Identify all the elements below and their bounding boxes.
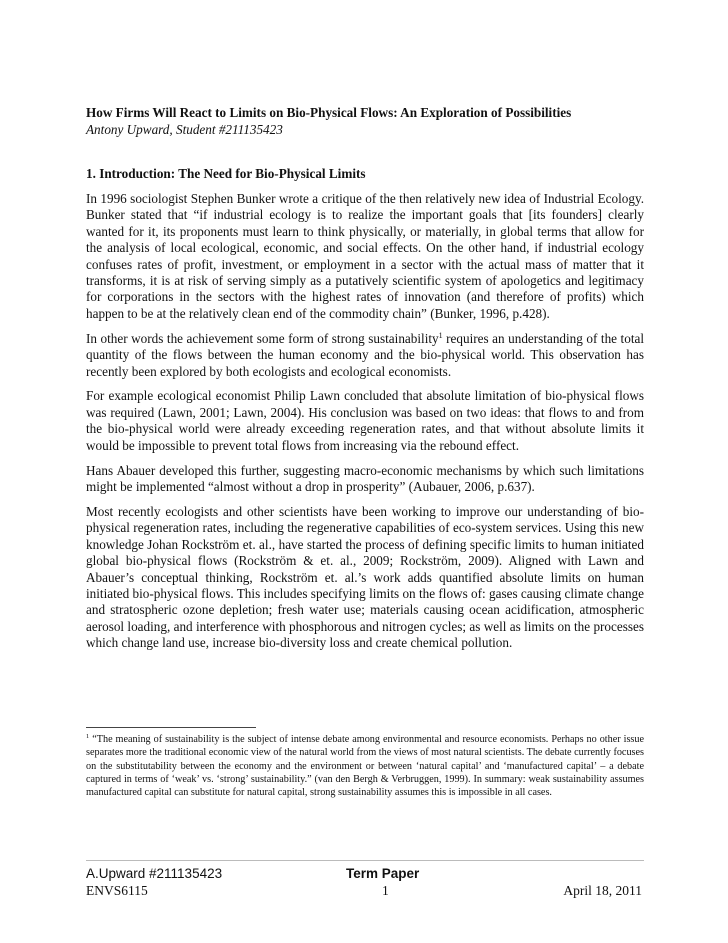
paragraph-2-text: In other words the achievement some form of strong sustainability — [86, 330, 439, 346]
footnote-text: “The meaning of sustainability is the subject of intense debate among environmental and resource economists. Perhaps no other issue separates more the traditional economic view of the natural world from the views of most natural scientists. The debate currently focuses on the substitutability between the economy and the environment or between ‘natural capital’ and ‘manufactured capital’ – a debate captured in terms of ‘weak’ vs. ‘strong’ sustainability.” (van den Bergh & Verbruggen, 1999). In summary: weak sustainability assumes manufactured capital can substitute for natural capital, strong sustainability assumes this is impossible in all cases. — [86, 734, 644, 799]
paper-title: How Firms Will React to Limits on Bio-Physical Flows: An Exploration of Possibilities — [86, 105, 572, 120]
footer-divider — [86, 860, 644, 861]
paragraph-2-text-cont: requires an understanding of the total quantity of the flows between the human economy and the bio-physical world. This observation has recently been explored by both ecologists and ecological economists. — [86, 330, 644, 379]
footnote — [86, 733, 644, 799]
paper-author: Antony Upward, Student #211135423 — [86, 122, 283, 137]
body-text — [86, 191, 644, 660]
paragraph-1: In 1996 sociologist Stephen Bunker wrote a critique of the then relatively new idea of Industrial Ecology. Bunker stated that “if industrial ecology is to realize the important goals that [its founders] clearly wanted for it, its proponents must learn to think physically, or materially, in global terms that allow for the analysis of local ecological, economic, and social effects. On the other hand, if industrial ecology confuses rates of profit, investment, or employment in a sector with the actual mass of matter that it transforms, it is at risk of serving simply as a putatively scientific system of apologetics and legitimacy for corporations in the sectors with the highest rates of innovation (and therefore of profits) which happen to be at the relatively clean end of the commodity chain” (Bunker, 1996, p.428). — [86, 191, 644, 321]
paragraph-3: For example ecological economist Philip Lawn concluded that absolute limitation of bio-physical flows was required (Lawn, 2001; Lawn, 2004). His conclusion was based on two ideas: that flows to and from the bio-physical world were already exceeding regeneration rates, and that without absolute limits it would be impossible to prevent total flows from increasing via the rebound effect. — [86, 388, 644, 453]
title-block — [86, 104, 646, 138]
footer-doc-type: Term Paper — [346, 866, 420, 881]
footer-page-number: 1 — [382, 883, 389, 898]
footer-author-id: A.Upward #211135423 — [86, 866, 223, 881]
footnote-reference[interactable]: 1 — [438, 330, 443, 340]
footer-course: ENVS6115 — [86, 883, 148, 898]
section-heading: 1. Introduction: The Need for Bio-Physical Limits — [86, 166, 366, 181]
footnote-separator — [86, 727, 256, 728]
footer-row-1 — [86, 866, 644, 884]
paragraph-4: Hans Abauer developed this further, suggesting macro-economic mechanisms by which such limitations might be implemented “almost without a drop in prosperity” (Aubauer, 2006, p.637). — [86, 462, 644, 494]
paragraph-5: Most recently ecologists and other scientists have been working to improve our understanding of bio-physical regeneration rates, including the regenerative capabilities of eco-system services. Using this new knowledge Johan Rockström et. al., have started the process of defining specific limits to human initiated global bio-physical flows (Rockström & et. al., 2009; Rockström, 2009). Aligned with Lawn and Abauer’s conceptual thinking, Rockström et. al.’s work adds quantified absolute limits on human initiated bio-physical flows. This includes specifying limits on the flows of: gases causing climate change and stratospheric ozone depletion; fresh water use; materials causing ocean acidification, atmospheric aerosol loading, and interference with phosphorous and nitrogen cycles; as well as limits on the processes which change land use, increase bio-diversity loss and create chemical pollution. — [86, 503, 644, 651]
footnote-marker: 1 — [86, 733, 90, 740]
paragraph-2 — [86, 331, 644, 380]
footer-date: April 18, 2011 — [563, 883, 642, 898]
footer-row-2 — [86, 883, 644, 901]
